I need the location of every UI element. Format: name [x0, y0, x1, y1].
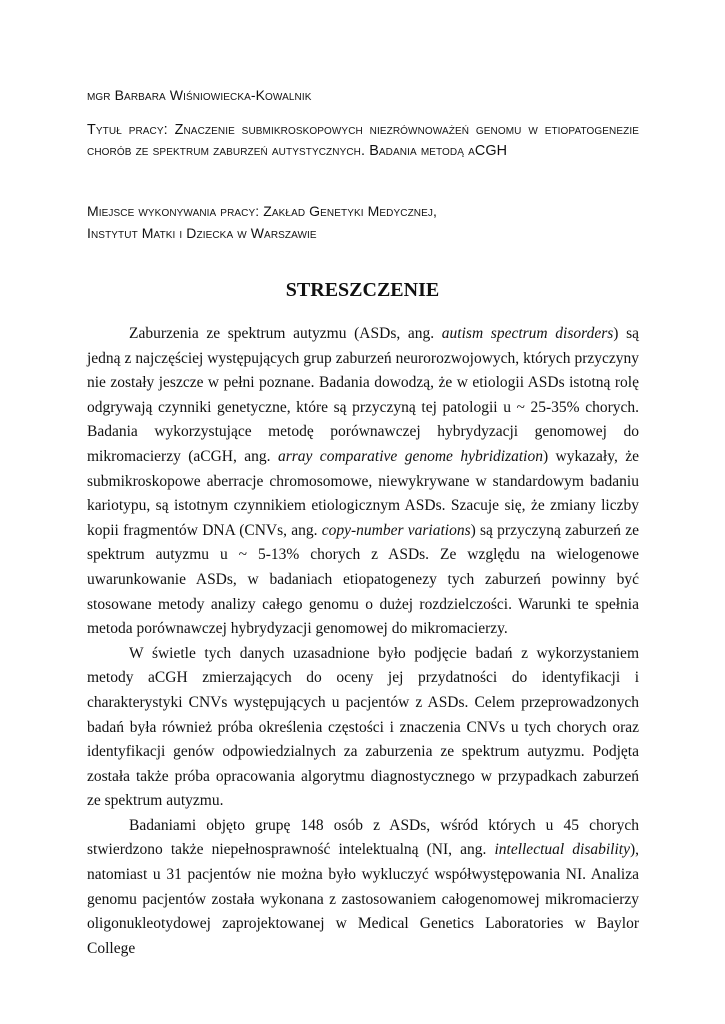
- paragraph-1: [87, 322, 639, 642]
- paragraph-3: [87, 814, 639, 962]
- paragraph-1-term-3: copy-number variations: [321, 521, 471, 539]
- thesis-title: Tytuł pracy: Znaczenie submikroskopowych niezrównoważeń genomu w etiopatogenezie chorób ze spektrum zaburzeń autystycznych. Badania metodą aCGH: [87, 122, 639, 159]
- paragraph-3-term-1: intellectual disability: [494, 841, 630, 859]
- paragraph-2: W świetle tych danych uzasadnione było podjęcie badań z wykorzystaniem metody aCGH zmierzających do oceny jej przydatności do identyfikacji i charakterystyki CNVs występujących u pacjentów z ASDs. Celem przeprowadzonych badań była również próba określenia częstości i znaczenia CNVs u tych chorych oraz identyfikacji genów odpowiedzialnych za zaburzenia ze spektrum autyzmu. Podjęta została także próba opracowania algorytmu diagnostycznego w przypadkach zaburzeń ze spektrum autyzmu.: [87, 644, 639, 810]
- paragraph-1-text-1: Zaburzenia ze spektrum autyzmu (ASDs, ang.: [129, 325, 442, 342]
- paragraph-1-text-2: ) są jedną z najczęściej występujących grup zaburzeń neurorozwojowych, których przyczyny nie zostały jeszcze w pełni poznane. Badania dowodzą, że w etiologii ASDs istotną rolę odgrywają czynniki genetyczne, które są przyczyną tej patologii u ~ 25-35% chorych. Badania wykorzystujące metodę porównawczej hybrydyzacji genomowej do mikromacierzy (aCGH, ang.: [87, 325, 639, 465]
- paragraph-1-term-1: autism spectrum disorders: [441, 325, 614, 342]
- workplace-line-1: Miejsce wykonywania pracy: Zakład Genetyki Medycznej,: [87, 203, 437, 219]
- workplace-info: [87, 200, 639, 244]
- paragraph-1-text-3: ) wykazały, że submikroskopowe aberracje chromosomowe, niewykrywane w standardowym badaniu kariotypu, są istotnym czynnikiem etiologicznym ASDs. Szacuje się, że zmiany liczby kopii fragmentów DNA (CNVs, ang.: [87, 447, 639, 539]
- section-heading: STRESZCZENIE: [285, 279, 440, 301]
- abstract-body: [87, 322, 639, 961]
- paragraph-1-text-4: ) są przyczyną zaburzeń ze spektrum autyzmu u ~ 5-13% chorych z ASDs. Ze względu na wielogenowe uwarunkowanie ASDs, w badaniach etiopatogenezy tych zaburzeń powinny być stosowane metody analizy całego genomu o dużej rozdzielczości. Warunki te spełnia metoda porównawczej hybrydyzacji genomowej do mikromacierzy.: [87, 521, 640, 638]
- workplace-line-2: Instytut Matki i Dziecka w Warszawie: [87, 225, 317, 241]
- paragraph-3-text-1: Badaniami objęto grupę 148 osób z ASDs, wśród których u 45 chorych stwierdzono także niepełnosprawność intelektualną (NI, ang.: [87, 816, 639, 859]
- author-name: mgr Barbara Wiśniowiecka-Kowalnik: [87, 87, 312, 103]
- paragraph-1-term-2: array comparative genome hybridization: [277, 447, 543, 465]
- paragraph-3-text-2: ), natomiast u 31 pacjentów nie można było wykluczyć współwystępowania NI. Analiza genomu pacjentów została wykonana z zastosowaniem całogenomowej mikromacierzy oligonukleotydowej zaprojektowanej w Medical Genetics Laboratories w Baylor College: [87, 841, 640, 957]
